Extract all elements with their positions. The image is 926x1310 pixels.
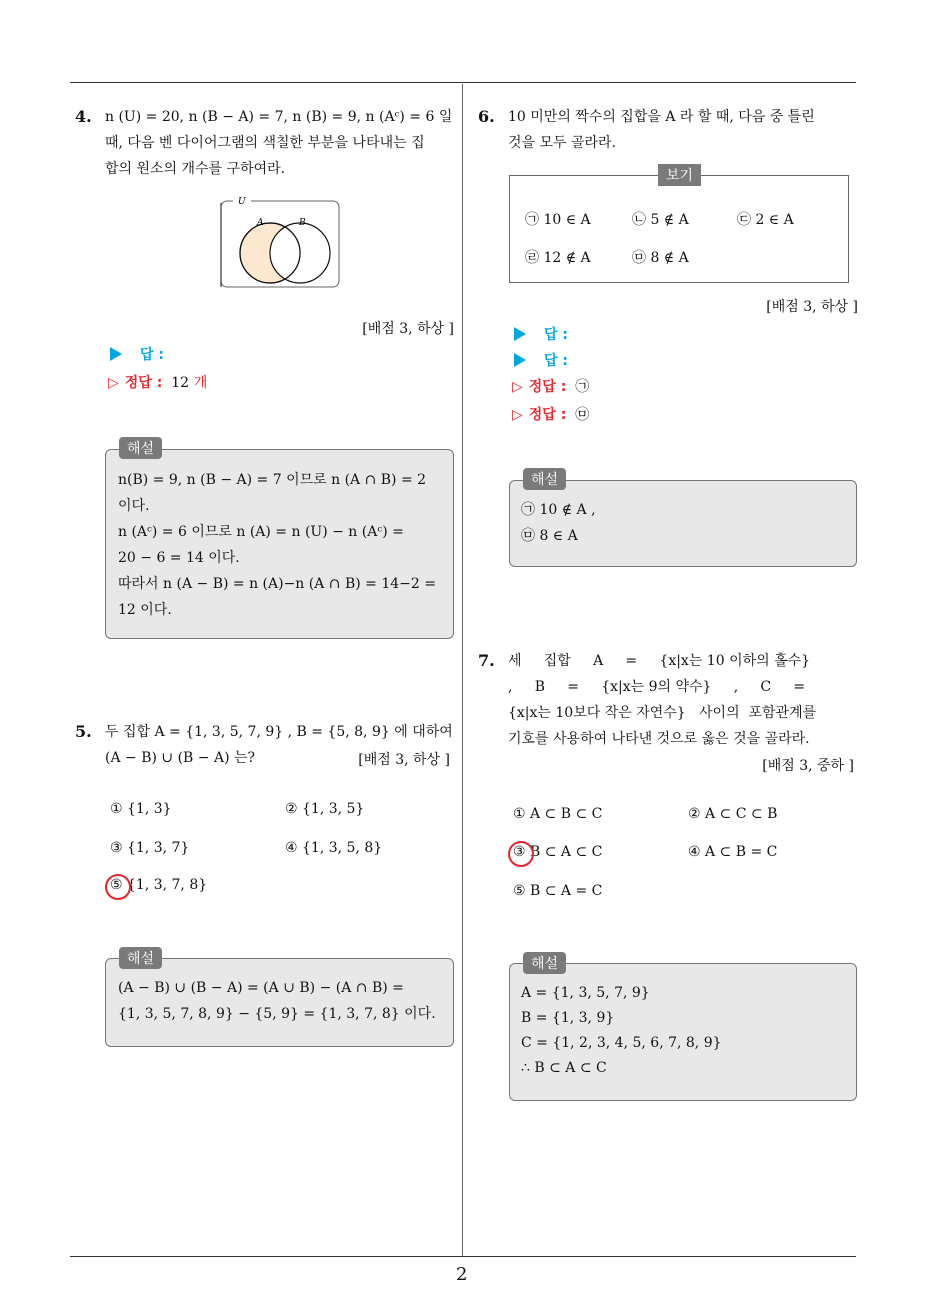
correct-label: 정답 : (124, 375, 163, 391)
question-6-correct-1 (512, 376, 589, 396)
question-4-text (105, 104, 455, 182)
page-number: 2 (456, 1264, 468, 1285)
question-4-score: [배점 3, 하상 ] (362, 321, 454, 337)
top-rule (70, 82, 856, 83)
column-divider (462, 84, 463, 1256)
question-6-text (508, 104, 858, 156)
question-5-line: (A − B) ∪ (B − A) 는? (105, 750, 256, 766)
question-7-solution-text (521, 981, 847, 1081)
choice-2[interactable]: ② {1, 3, 5} (285, 801, 365, 817)
answer-label: 답 : (140, 347, 164, 363)
solution-line: ㉠ 10 ∉ A , (521, 502, 596, 518)
solution-line: 따라서 n (A − B) = n (A)−n (A ∩ B) = 14−2 = (118, 576, 436, 592)
question-4-correct (108, 372, 207, 392)
question-7-line: {x|x는 10보다 작은 자연수} 사이의 포함관계를 (508, 705, 817, 721)
solution-line: 20 − 6 = 14 이다. (118, 550, 240, 566)
solution-line: A = {1, 3, 5, 7, 9} (521, 985, 650, 1001)
question-6-answer-1 (514, 324, 568, 344)
choice-3[interactable]: ③ {1, 3, 7} (110, 840, 190, 856)
solution-tag: 해설 (119, 947, 162, 969)
bogi-item: ㉡ 5 ∉ A (632, 212, 689, 228)
bottom-rule (70, 1256, 856, 1257)
solution-line: ∴ B ⊂ A ⊂ C (521, 1060, 607, 1076)
choice-1[interactable]: ① A ⊂ B ⊂ C (513, 806, 603, 822)
venn-u-label: U (238, 197, 246, 207)
play-icon (110, 347, 122, 361)
solution-line: (A − B) ∪ (B − A) = (A ∪ B) − (A ∩ B) = (118, 980, 404, 996)
question-6-score: [배점 3, 하상 ] (766, 299, 858, 315)
question-7-line: , B = {x|x는 9의 약수} , C = (508, 679, 806, 695)
play-icon (514, 353, 526, 367)
bogi-item: ㉢ 2 ∈ A (737, 212, 794, 228)
answer-label: 답 : (544, 327, 568, 343)
question-6-answer-2 (514, 350, 568, 370)
triangle-outline-icon: ▷ (512, 407, 523, 423)
choice-3[interactable]: ③ B ⊂ A ⊂ C (513, 844, 603, 860)
question-4-number: 4. (75, 107, 92, 126)
choice-4[interactable]: ④ {1, 3, 5, 8} (285, 840, 383, 856)
solution-line: C = {1, 2, 3, 4, 5, 6, 7, 8, 9} (521, 1035, 722, 1051)
choice-1[interactable]: ① {1, 3} (110, 801, 172, 817)
choice-4[interactable]: ④ A ⊂ B = C (688, 844, 778, 860)
question-5-score: [배점 3, 하상 ] (358, 752, 450, 768)
solution-line: n(B) = 9, n (B − A) = 7 이므로 n (A ∩ B) = 2 (118, 472, 427, 488)
solution-tag: 해설 (523, 952, 566, 974)
play-icon (514, 327, 526, 341)
correct-label: 정답 : (528, 379, 567, 395)
correct-value: 12 (171, 375, 190, 391)
question-5-number: 5. (75, 722, 92, 741)
correct-value: ㉠ (575, 379, 590, 395)
question-5-solution-text (118, 975, 444, 1027)
triangle-outline-icon: ▷ (512, 379, 523, 395)
bogi-item: ㉤ 8 ∉ A (632, 250, 689, 266)
bogi-tag: 보기 (658, 164, 701, 186)
correct-value: ㉤ (575, 407, 590, 423)
question-6-line: 것을 모두 골라라. (508, 135, 617, 151)
solution-line: 이다. (118, 498, 150, 514)
question-7-line: 세 집합 A = {x|x는 10 이하의 홀수} (508, 653, 811, 669)
answer-label: 답 : (544, 353, 568, 369)
bogi-item: ㉣ 12 ∉ A (525, 250, 591, 266)
question-4-solution-text (118, 467, 444, 623)
bogi-item: ㉠ 10 ∈ A (525, 212, 591, 228)
answer-mark-circle (105, 874, 131, 900)
question-4-line: 때, 다음 벤 다이어그램의 색칠한 부분을 나타내는 집 (105, 135, 425, 151)
choice-5[interactable]: ⑤ {1, 3, 7, 8} (110, 877, 208, 893)
question-7-text (508, 648, 860, 752)
correct-unit: 개 (193, 375, 208, 391)
choice-2[interactable]: ② A ⊂ C ⊂ B (688, 806, 778, 822)
solution-line: {1, 3, 5, 7, 8, 9} − {5, 9} = {1, 3, 7, 8} 이다. (118, 1006, 436, 1022)
venn-a-label: A (257, 218, 264, 228)
venn-diagram (219, 197, 341, 291)
question-6-solution-text (521, 497, 847, 549)
venn-b-label: B (299, 218, 306, 228)
question-5-line: 두 집합 A = {1, 3, 5, 7, 9} , B = {5, 8, 9} 에 대하여 (105, 724, 453, 740)
solution-tag: 해설 (119, 437, 162, 459)
question-4-answer (110, 344, 164, 364)
question-7-number: 7. (478, 651, 495, 670)
question-7-score: [배점 3, 중하 ] (762, 758, 854, 774)
question-4-line: 합의 원소의 개수를 구하여라. (105, 161, 286, 177)
question-4-line: n (U) = 20, n (B − A) = 7, n (B) = 9, n (Aᶜ) = 6 일 (105, 109, 453, 125)
choice-5[interactable]: ⑤ B ⊂ A = C (513, 883, 603, 899)
question-6-number: 6. (478, 107, 495, 126)
triangle-outline-icon: ▷ (108, 375, 119, 391)
solution-line: B = {1, 3, 9} (521, 1010, 615, 1026)
question-6-line: 10 미만의 짝수의 집합을 A 라 할 때, 다음 중 틀린 (508, 109, 815, 125)
question-6-correct-2 (512, 404, 589, 424)
question-7-line: 기호를 사용하여 나타낸 것으로 옳은 것을 골라라. (508, 731, 810, 747)
solution-line: 12 이다. (118, 602, 172, 618)
solution-tag: 해설 (523, 468, 566, 490)
solution-line: ㉤ 8 ∈ A (521, 528, 578, 544)
solution-line: n (Aᶜ) = 6 이므로 n (A) = n (U) − n (Aᶜ) = (118, 524, 404, 540)
answer-mark-circle (508, 841, 534, 867)
correct-label: 정답 : (528, 407, 567, 423)
